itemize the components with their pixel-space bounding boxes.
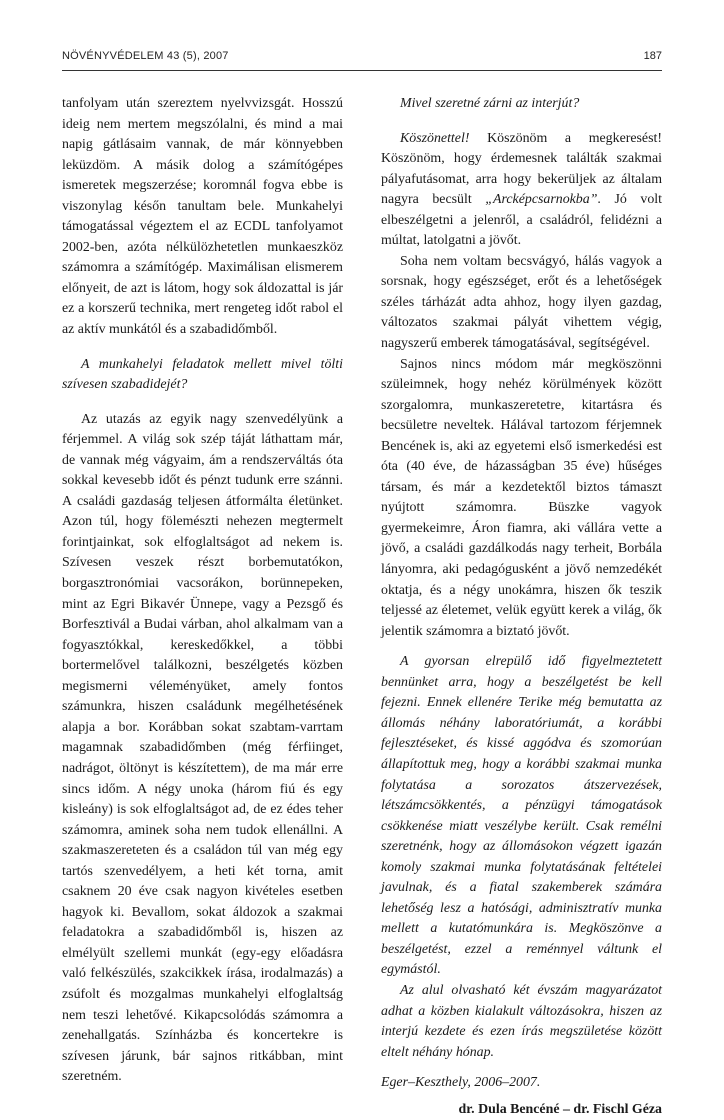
closing-paragraph: A gyorsan elrepülő idő figyelmeztetett bennünket arra, hogy a beszélgetést be kell fejezni. Ennek ellenére Terike még bemutatta az állomás néhány laboratóriumát, a korábbi fejlesztéseket, és kissé aggódva és szomorúan állapítottuk meg, hogy a korábbi szakmai munka folytatása a sorozatos átszervezések, létszámcsökkentés, a pénzügyi támogatások csökkenése miatt veszélybe került. Csak remélni szeretnénk, hogy az állomásokon végzett igazán komoly szakmai munka folytatásának feltételei javulnak, és a fiatal szakemberek számára lehetőség lesz a hatósági, adminisztratív munka mellett a kutatómunkára is. Megköszönve a beszélgetést, ezzel a reménnyel váltunk el egymástól. [381, 654, 662, 978]
left-column [62, 94, 343, 1088]
paragraph-continued: tanfolyam után szereztem nyelvvizsgát. Hosszú ideig nem mertem megszólalni, és mind a mai napig gátlásaim vannak, de már könnyebben leküzdöm. A másik dolog a számítógépes ismeretek megszerzése; koromnál fogva ebbe is viszonylag későn tanultam bele. Munkahelyi támogatással végeztem el az ECDL tanfolyamot 2002-ben, azóta nélkülözhetetlen munkaeszköz számomra a számítógép. Maximálisan elismerem előnyeit, de azt is látom, hogy sok áldozattal is jár ez a korszerű technika, mert rengeteg időt rabol el az aktív munkától és a szabadidőmből. [62, 96, 343, 338]
journal-title: NÖVÉNYVÉDELEM 43 (5), 2007 [62, 50, 229, 62]
answer-lead: Köszönettel! [400, 130, 470, 146]
answer-text: Köszönöm a megkeresést! Köszönöm, hogy érdemesnek találták szakmai pályafutásomat, arra hogy bekerüljek az általam nagyra becsült [381, 130, 662, 208]
answer-paragraph: Soha nem voltam becsvágyó, hálás vagyok a sorsnak, hogy egészséget, erőt és a lehetőségek széles tárházát adta ahhoz, hogy ilyen gazdag, változatos szakmai pályát vihettem végig, nagyszerű emberek támogatásával, segítségével. [381, 253, 662, 352]
right-column [381, 94, 662, 1120]
place-date: Eger–Keszthely, 2006–2007. [381, 1075, 541, 1091]
answer-paragraph: Az utazás az egyik nagy szenvedélyünk a férjemmel. A világ sok szép táját láthattam már, de vannak még vágyaim, ám a rendszerváltás óta sokkal kevesebb időt és pénzt tudunk erre szánni. A családi gazdaság teljesen átformálta életünket. Azon túl, hogy fölemészti nehezen megtermelt forintjainkat, sok elfoglaltságot ad nekem is. Szívesen veszek részt borbemutatókon, borgasztronómiai vacsorákon, borünnepeken, mint az Egri Bikavér Ünnepe, vagy a Pezsgő és Borfesztivál a Budai várban, ahol alkalmam van a fogyasztókkal, kereskedőkkel, a többi bortermelővel találkozni, beszélgetés közben megismerni véleményüket, amely fontos számunkra, hiszen családunk megélhetésének alapja a bor. Korábban sokat szabtam-varrtam magamnak szabadidőmben (még férfiinget, nadrágot, öltönyt is készítettem), de ma már erre sincs időm. A négy unoka (három fiú és egy kisleány) is sok elfoglaltságot ad, de ez édes teher számomra, aminek soha nem tudok ellenállni. A szakmaszereteten és a családon túl van még egy tartós szenvedélyem, a heti két torna, amit csaknem 20 éve csak nagyon kivételes esetben hagyok ki. Bevallom, sokat áldozok a szakmai feladatokra a szabadidőmből is, hiszen az elmélyült szellemi munkát (egy-egy előadásra való felkészülés, szakcikkek írása, irodalmazás) a zsúfolt és mozgalmas munkahelyi elfoglaltság nem teszi lehetővé. Kikapcsolódás számomra a zenehallgatás. Színházba és koncertekre is szívesen járunk, bár sajnos ritkábban, mint szeretném. [62, 411, 343, 1085]
interview-question: Mivel szeretné zárni az interjút? [400, 96, 580, 111]
answer-paragraph: Sajnos nincs módom már megköszönni szüleimnek, hogy nehéz körülmények között szorgalomra, munkaszeretetre, kitartásra és becsületre neveltek. Hálával tartozom férjemnek Bencének is, aki az egyetemi első ismerkedési est óta (40 éve, de házasságban 35 éve) hűséges társam, és már a kezdetektől biztos támaszt nyújtott számomra. Büszke vagyok gyermekeimre, Áron fiamra, aki vállára vette a jövő, a családi gazdálkodás nagy terheit, Borbála lányomra, aki pedagógusként a jövő nemzedékét oktatja, és a négy unokámra, hiszen ők teszik teljessé az életemet, velük együtt kerek a világ, ők jelentik számomra a biztató jövőt. [381, 356, 662, 639]
answer-text: . Jó volt elbeszélgetni a jelenről, a családról, felidézni a múltat, latolgatni a jövőt. [381, 192, 662, 249]
answer-paragraph [381, 129, 662, 252]
column-title: „Arcképcsarnokba” [485, 192, 598, 208]
interview-question: A munkahelyi feladatok mellett mivel tölti szívesen szabadidejét? [62, 356, 343, 393]
header-rule [62, 70, 662, 71]
page-number: 187 [643, 50, 662, 62]
closing-paragraph: Az alul olvasható két évszám magyarázatot adhat a közben kialakult változásokra, hiszen az interjú kezdete és ezen írás megszületése között eltelt néhány hónap. [381, 982, 662, 1060]
authors: dr. Dula Bencéné – dr. Fischl Géza [458, 1101, 662, 1117]
running-header [62, 50, 662, 70]
